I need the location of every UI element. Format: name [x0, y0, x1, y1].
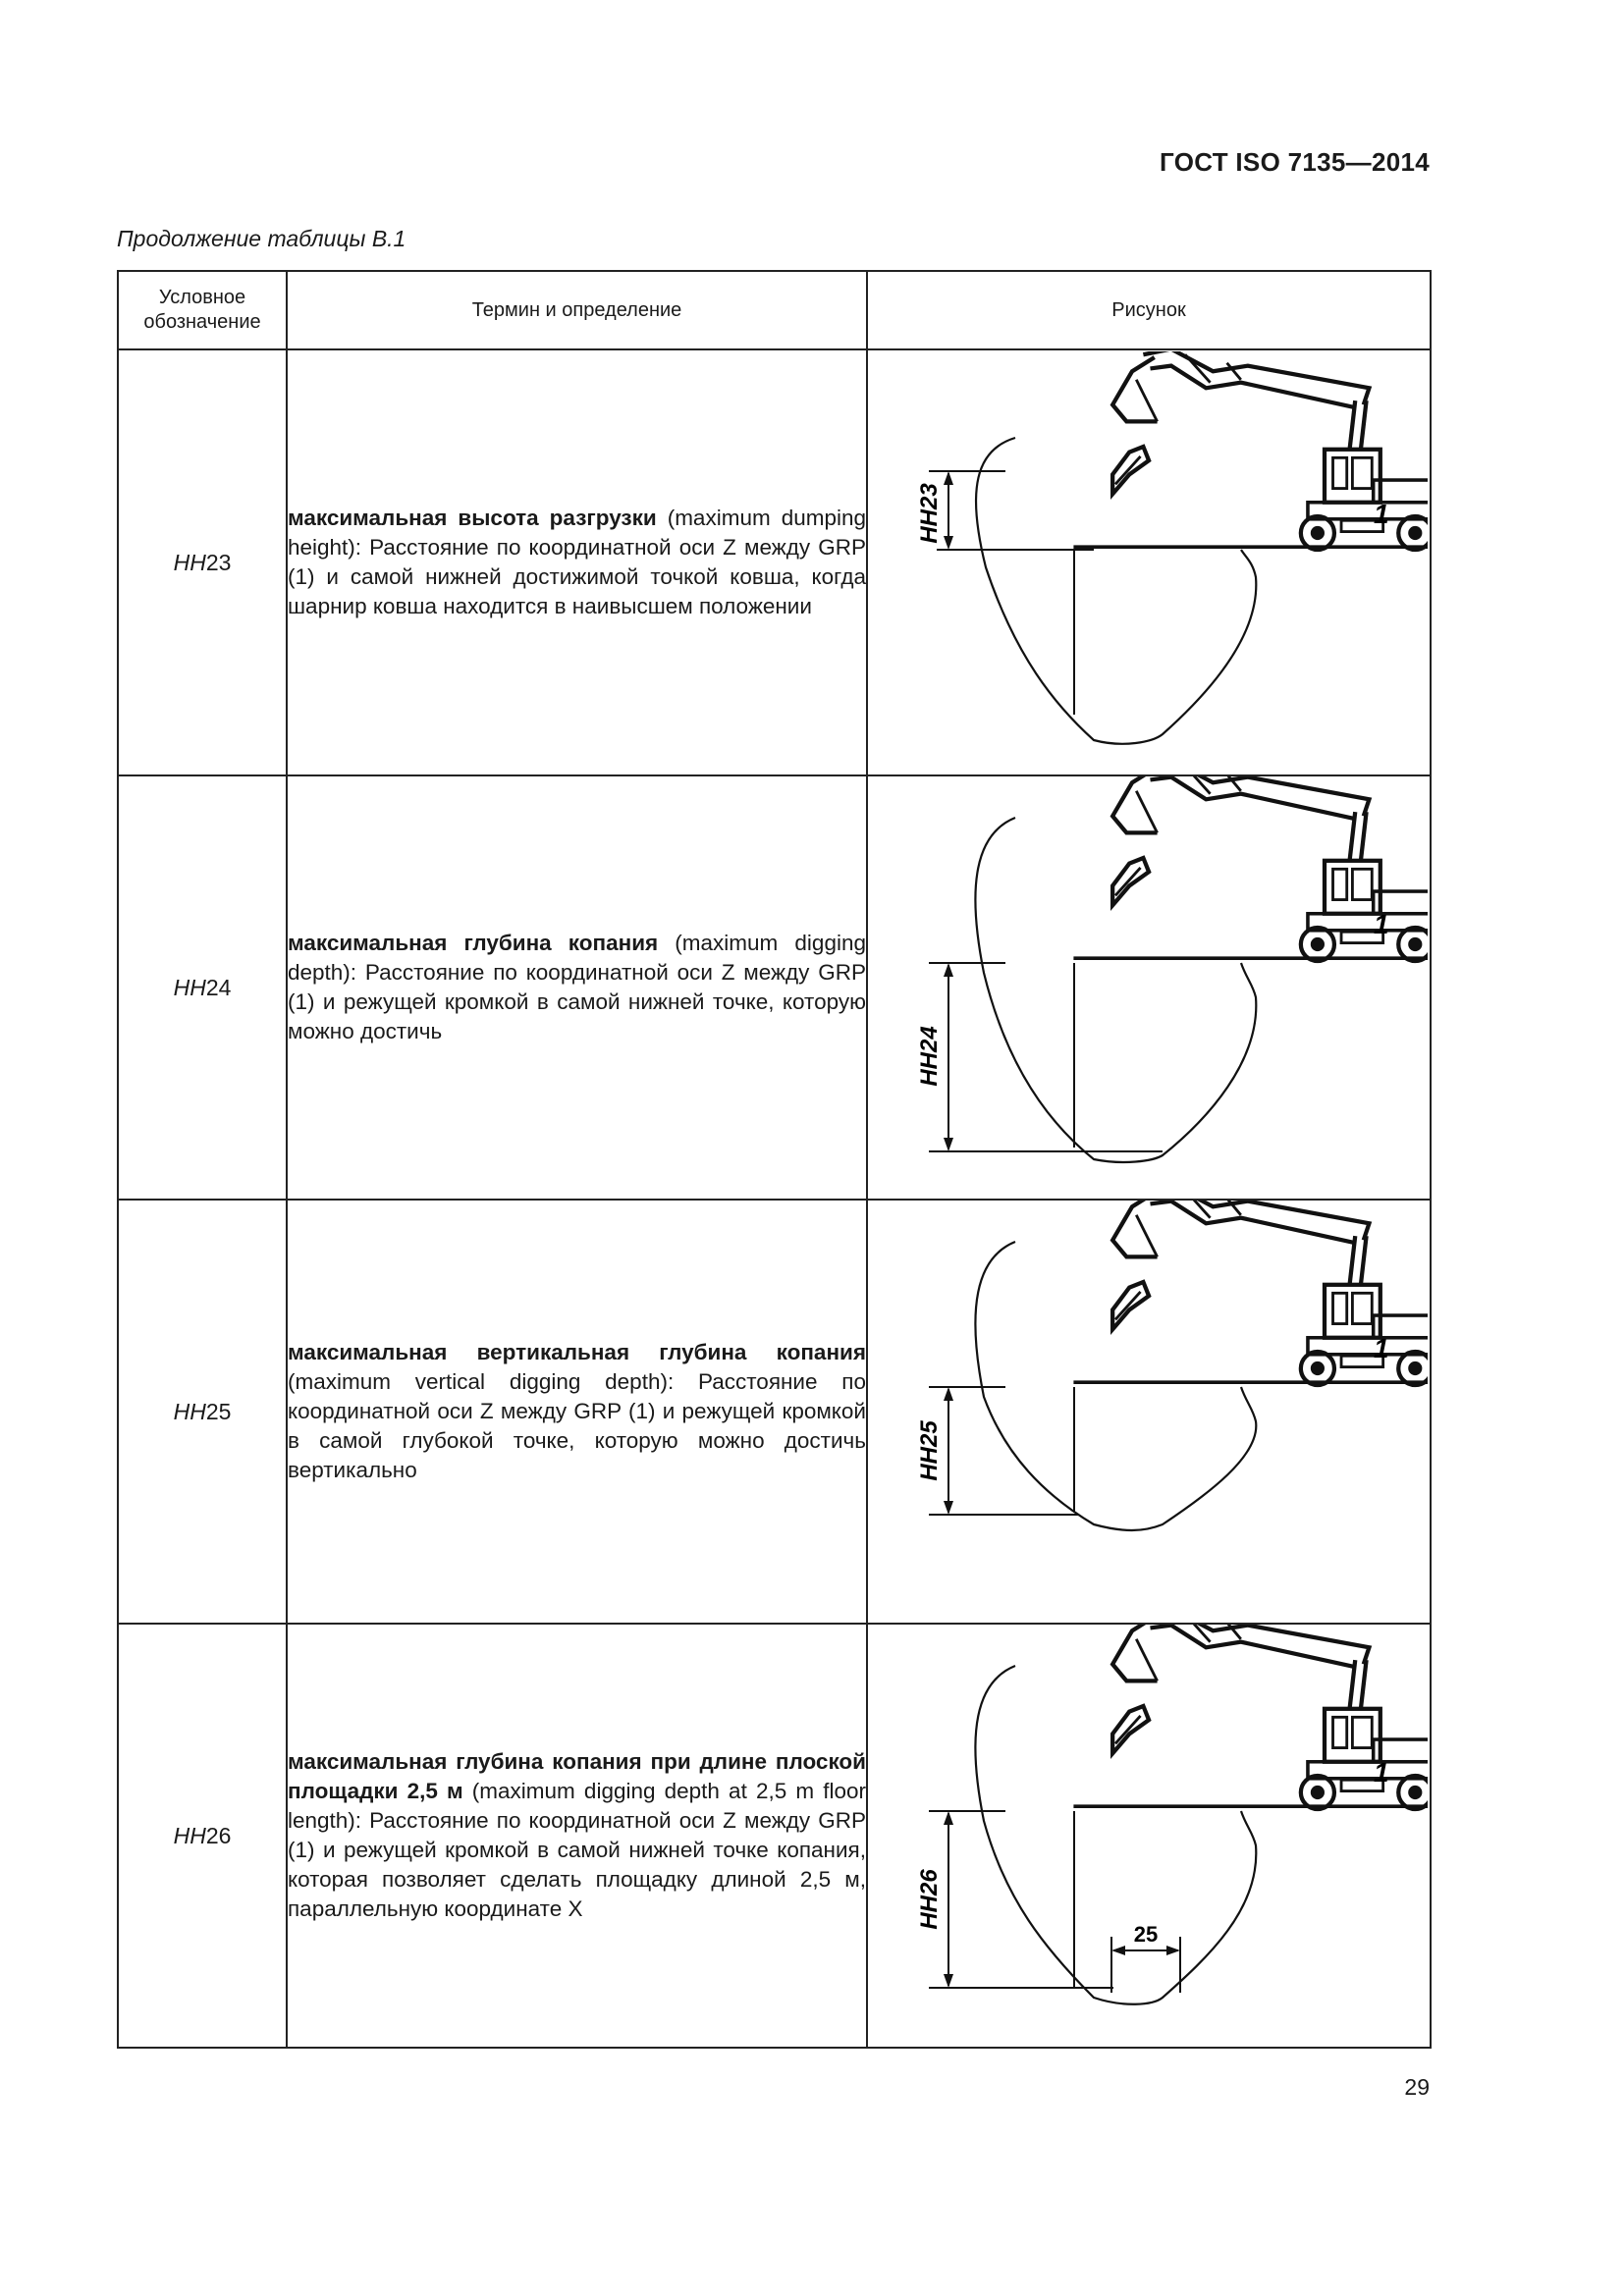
- figure-digging-depth-floor: [868, 1625, 1428, 2047]
- code-prefix: HH: [173, 549, 206, 575]
- table-row: [118, 1624, 1431, 2048]
- column-header-term: Термин и определение: [287, 271, 867, 349]
- row-code: [118, 1624, 287, 2048]
- table-row: [118, 349, 1431, 775]
- code-number: 23: [205, 549, 232, 575]
- row-figure: [867, 349, 1431, 775]
- table-header-row: [118, 271, 1431, 349]
- term-bold: максимальная глубина копания: [288, 931, 659, 955]
- callout-label: 1: [1374, 1333, 1389, 1363]
- row-definition: [287, 1200, 867, 1624]
- column-header-figure: Рисунок: [867, 271, 1431, 349]
- callout-label: 1: [1374, 499, 1389, 529]
- row-figure: [867, 775, 1431, 1200]
- term-bold: максимальная глубина копания при длине плоской площадки 2,5 м: [288, 1749, 866, 1803]
- code-number: 24: [205, 974, 232, 1000]
- table-row: [118, 1200, 1431, 1624]
- table-row: [118, 775, 1431, 1200]
- terms-table: [117, 270, 1432, 2049]
- table-caption: Продолжение таблицы В.1: [117, 226, 406, 251]
- column-header-code-label: Условное обозначение: [143, 287, 261, 333]
- callout-label: 1: [1374, 909, 1389, 939]
- row-figure: [867, 1624, 1431, 2048]
- row-code: [118, 1200, 287, 1624]
- dimension-label: HH24: [916, 1026, 943, 1087]
- figure-max-dumping-height: [868, 351, 1428, 774]
- definition-text: (maximum vertical digging depth): Расстояние по координатной оси Z между GRP (1) и режущей кромкой в самой глубокой точке, которую можно достичь вертикально: [288, 1369, 866, 1482]
- code-prefix: HH: [173, 974, 206, 1000]
- term-bold: максимальная вертикальная глубина копания: [288, 1340, 866, 1364]
- term-bold: максимальная высота разгрузки: [288, 506, 657, 530]
- row-definition: [287, 775, 867, 1200]
- dimension-label: HH23: [916, 483, 943, 544]
- definition-text: (maximum digging depth): Расстояние по координатной оси Z между GRP (1) и режущей кромкой в самой нижней точке, которую можно достичь: [288, 931, 866, 1043]
- code-number: 25: [205, 1398, 232, 1424]
- callout-label: 1: [1374, 1757, 1389, 1788]
- document-code: ГОСТ ISO 7135—2014: [1160, 147, 1430, 177]
- dimension-label: HH26: [916, 1869, 943, 1930]
- column-header-code: [118, 271, 287, 349]
- row-code: [118, 349, 287, 775]
- row-definition: [287, 349, 867, 775]
- definition-text: (maximum digging depth at 2,5 m floor length): Расстояние по координатной оси Z между GRP (1) и режущей кромкой в самой нижней точке копания, которая позволяет сделать площадку длиной 2,5 м, параллельную координате X: [288, 1779, 867, 1921]
- dimension-label: HH25: [916, 1420, 943, 1481]
- figure-max-digging-depth: [868, 776, 1428, 1199]
- figure-max-vertical-digging-depth: [868, 1201, 1428, 1623]
- code-prefix: HH: [173, 1822, 206, 1848]
- definition-text: (maximum dumping height): Расстояние по координатной оси Z между GRP (1) и самой нижней достижимой точкой ковша, когда шарнир ковша находится в наивысшем положении: [288, 506, 867, 618]
- row-code: [118, 775, 287, 1200]
- code-prefix: HH: [173, 1398, 206, 1424]
- floor-length-label: 25: [1133, 1922, 1159, 1947]
- row-definition: [287, 1624, 867, 2048]
- page-number: 29: [1404, 2074, 1430, 2100]
- row-figure: [867, 1200, 1431, 1624]
- code-number: 26: [205, 1822, 232, 1848]
